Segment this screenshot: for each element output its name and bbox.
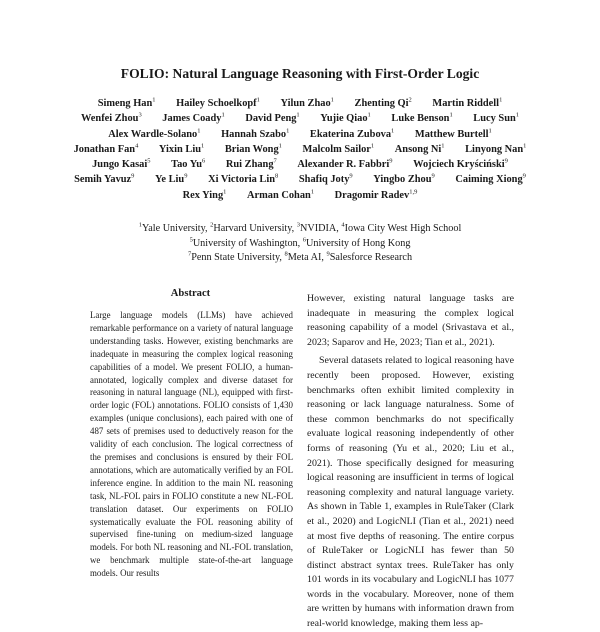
affiliation [210,223,297,234]
author-affiliation-marker: 9 [389,157,393,165]
author-name [297,159,392,170]
author-name [395,144,445,155]
affiliation-list [60,222,540,266]
author-affiliation-marker: 1 [197,127,201,135]
author-name [162,113,224,124]
affiliation-text: Salesforce Research [329,252,413,263]
author-name [391,113,452,124]
affiliation-marker: 7 [187,250,192,258]
author-affiliation-marker: 1 [256,96,260,104]
author-name [335,190,418,201]
affiliation-text: NVIDIA, [300,223,342,234]
author-affiliation-marker: 4 [135,142,139,150]
author-name-text: Linyong Nan [465,143,524,155]
author-name [299,174,353,185]
author-affiliation-marker: 9 [131,173,135,181]
affiliation [190,238,303,249]
affiliation-text: Penn State University, [191,252,285,263]
author-affiliation-marker: 1 [278,142,282,150]
affiliation-text: Yale University, [141,223,211,234]
author-name-text: Jungo Kasai [92,159,148,171]
author-name [245,113,299,124]
author-affiliation-marker: 9 [184,173,188,181]
author-name [176,98,260,109]
author-name-text: David Peng [245,113,297,125]
author-affiliation-marker: 6 [202,157,206,165]
author-affiliation-marker: 1 [296,111,300,119]
author-affiliation-marker: 5 [147,157,151,165]
author-name [455,174,526,185]
author-name-text: Alexander R. Fabbri [297,159,390,171]
author-name [310,129,394,140]
intro-paragraph-1: However, existing natural language tasks are inadequate in measuring the complex logical reasoning capability of a model (Srivastava et al., 2023; Saparov and He, 2023; Tian et al., 2021). [307,293,514,348]
author-name [373,174,434,185]
author-affiliation-marker: 1 [488,127,492,135]
affiliation [341,223,461,234]
affiliation-marker: 3 [296,221,301,229]
affiliation [187,250,288,263]
author-affiliation-marker: 1 [367,111,371,119]
affiliation-text: Harvard University, [213,223,297,234]
affiliation-marker: 4 [341,221,345,229]
author-name-text: Shafiq Joty [298,174,350,186]
author-affiliation-marker: 1 [223,188,227,196]
author-affiliation-marker: 1 [370,142,375,150]
author-name-text: Ekaterina Zubova [309,128,392,140]
affiliation [326,252,412,263]
author-affiliation-marker: 1 [221,111,225,119]
affiliation-marker: 8 [284,250,288,258]
author-affiliation-marker: 1 [523,142,527,150]
author-name-text: Xi Victoria Lin [208,174,276,186]
author-affiliation-marker: 3 [138,111,142,119]
author-affiliation-marker: 1,9 [409,188,418,196]
affiliation [296,221,345,234]
author-name [415,129,492,140]
author-name [226,159,277,170]
author-name-text: Caiming Xiong [455,174,523,186]
author-affiliation-marker: 1 [200,142,205,150]
author-name-text: Dragomir Radev [334,189,410,201]
author-affiliation-marker: 1 [449,111,453,119]
author-name-text: Ansong Ni [394,143,442,155]
author-name [171,159,205,170]
left-column [88,288,293,580]
author-name [221,129,289,140]
author-name-text: Rex Ying [182,189,224,201]
author-affiliation-marker: 1 [152,96,156,104]
author-name [159,144,204,155]
author-name [465,144,526,155]
author-name-text: Lucy Sun [473,113,516,125]
author-name-text: Zhenting Qi [354,98,409,109]
affiliation [139,223,210,234]
author-affiliation-marker: 1 [330,96,334,104]
author-name-text: Alex Wardle-Solano [108,128,198,140]
author-affiliation-marker: 7 [273,157,277,165]
author-affiliation-marker: 1 [391,127,395,135]
right-column [307,292,514,632]
affiliation-line [60,251,540,266]
affiliation-marker: 1 [138,221,142,229]
author-name [281,98,334,109]
author-name-text: Hannah Szabo [221,128,287,140]
author-name [413,159,508,170]
affiliation-line [60,222,540,237]
author-name [108,129,200,140]
author-name-text: Simeng Han [97,98,153,109]
author-name-text: Yingbo Zhou [373,174,432,186]
paper-title: FOLIO: Natural Language Reasoning with First-Order Logic [120,66,480,81]
affiliation-text: Iowa City West High School [344,223,462,234]
author-name [320,113,371,124]
author-name [98,98,156,109]
author-affiliation-marker: 1 [441,142,445,150]
author-affiliation-marker: 9 [431,173,435,181]
author-name [92,159,150,170]
author-name-text: Yujie Qiao [320,113,368,125]
author-name-text: Matthew Burtell [414,128,489,140]
author-name-text: Hailey Schoelkopf [176,98,257,109]
author-affiliation-marker: 1 [310,188,315,196]
abstract-heading: Abstract [170,288,211,299]
author-name [473,113,519,124]
author-affiliation-marker: 9 [522,173,526,181]
author-name [355,98,412,109]
abstract-body: Large language models (LLMs) have achieved remarkable performance on a variety of natural language understanding tasks. However, existing benchmarks are inadequate in measuring the complex logical reasoning capabilities of a model. We present FOLIO, a human-annotated, logically complex and diverse dataset for reasoning in natural language (NL), equipped with first-order logic (FOL) annotations. FOLIO consists of 1,430 examples (unique conclusions), each paired with one of 487 sets of premises used to deductively reason for the validity of each conclusion. The logical correctness of the premises and conclusions is ensured by their FOL annotations, which are automatically verified by an FOL inference engine. In addition to the main NL reasoning task, NL-FOL pairs in FOLIO constitute a new NL-FOL translation dataset. Our experiments on FOLIO systematically evaluate the FOL reasoning ability of supervised fine-tuning on medium-sized language models. For both NL reasoning and NL-FOL translation, we benchmark multiple state-of-the-art language models. Our results [90,310,293,579]
affiliation-text: University of Washington, [192,237,303,249]
author-name-text: Wenfei Zhou [80,113,139,125]
author-name [208,174,278,185]
affiliation-marker: 6 [302,236,306,244]
affiliation-line [60,237,540,252]
author-name [155,174,187,185]
author-name-text: Rui Zhang [225,159,274,171]
author-name [183,190,227,201]
author-name [225,144,282,155]
author-name-text: Luke Benson [391,113,450,125]
affiliation-marker: 9 [326,250,330,258]
author-affiliation-marker: 1 [515,111,519,119]
affiliation [303,238,411,249]
author-affiliation-marker: 1 [286,127,290,135]
author-name-text: Malcolm Sailor [302,143,371,155]
author-name [247,190,314,201]
author-name-text: Tao Yu [171,159,203,171]
author-affiliation-marker: 9 [504,157,508,165]
author-name-text: James Coady [162,113,222,125]
author-name-text: Arman Cohan [247,189,311,201]
intro-paragraph-2: Several datasets related to logical reasoning have recently been proposed. However, existing benchmarks often exhibit limited complexity in reasoning or lack language naturalness. Some of these common benchmarks do not specifically evaluate logical reasoning independently of other forms of reasoning (Yu et al., 2020; Liu et al., 2021). Those specifically designed for measuring logical reasoning are insufficient in terms of logical reasoning complexity and natural language variety. As shown in Table 1, examples in RuleTaker (Clark et al., 2020) and LogicNLI (Tian et al., 2021) need at most five depths of reasoning. The entire corpus of RuleTaker or LogicNLI has fewer than 50 distinct abstract syntax trees. RuleTaker has only 101 words in its vocabulary and LogicNLI has 1077 words in the vocabulary. Moreover, none of them are written by humans with information drawn from real-world knowledge, making them less ap- [307,355,514,630]
author-affiliation-marker: 8 [275,173,279,181]
author-name-text: Jonathan Fan [73,143,136,155]
author-affiliation-marker: 2 [408,96,412,104]
author-name [81,113,142,124]
author-affiliation-marker: 1 [499,96,503,104]
author-name [432,98,502,109]
affiliation-marker: 2 [210,221,214,229]
author-name-text: Martin Riddell [432,98,500,109]
author-name-text: Semih Yavuz [74,174,132,186]
author-name [74,174,134,185]
author-name-text: Yilun Zhao [280,98,331,109]
author-name-text: Yixin Liu [158,143,201,155]
author-list [60,96,540,203]
author-name-text: Wojciech Kryściński [413,159,505,171]
author-name [74,144,139,155]
affiliation-marker: 5 [189,236,193,244]
author-name-text: Brian Wong [224,143,279,155]
author-name-text: Ye Liu [155,174,185,186]
affiliation [284,252,326,263]
affiliation-text: University of Hong Kong [306,237,411,249]
author-name [303,144,375,155]
affiliation-text: Meta AI, [287,252,327,263]
author-affiliation-marker: 9 [349,173,353,181]
